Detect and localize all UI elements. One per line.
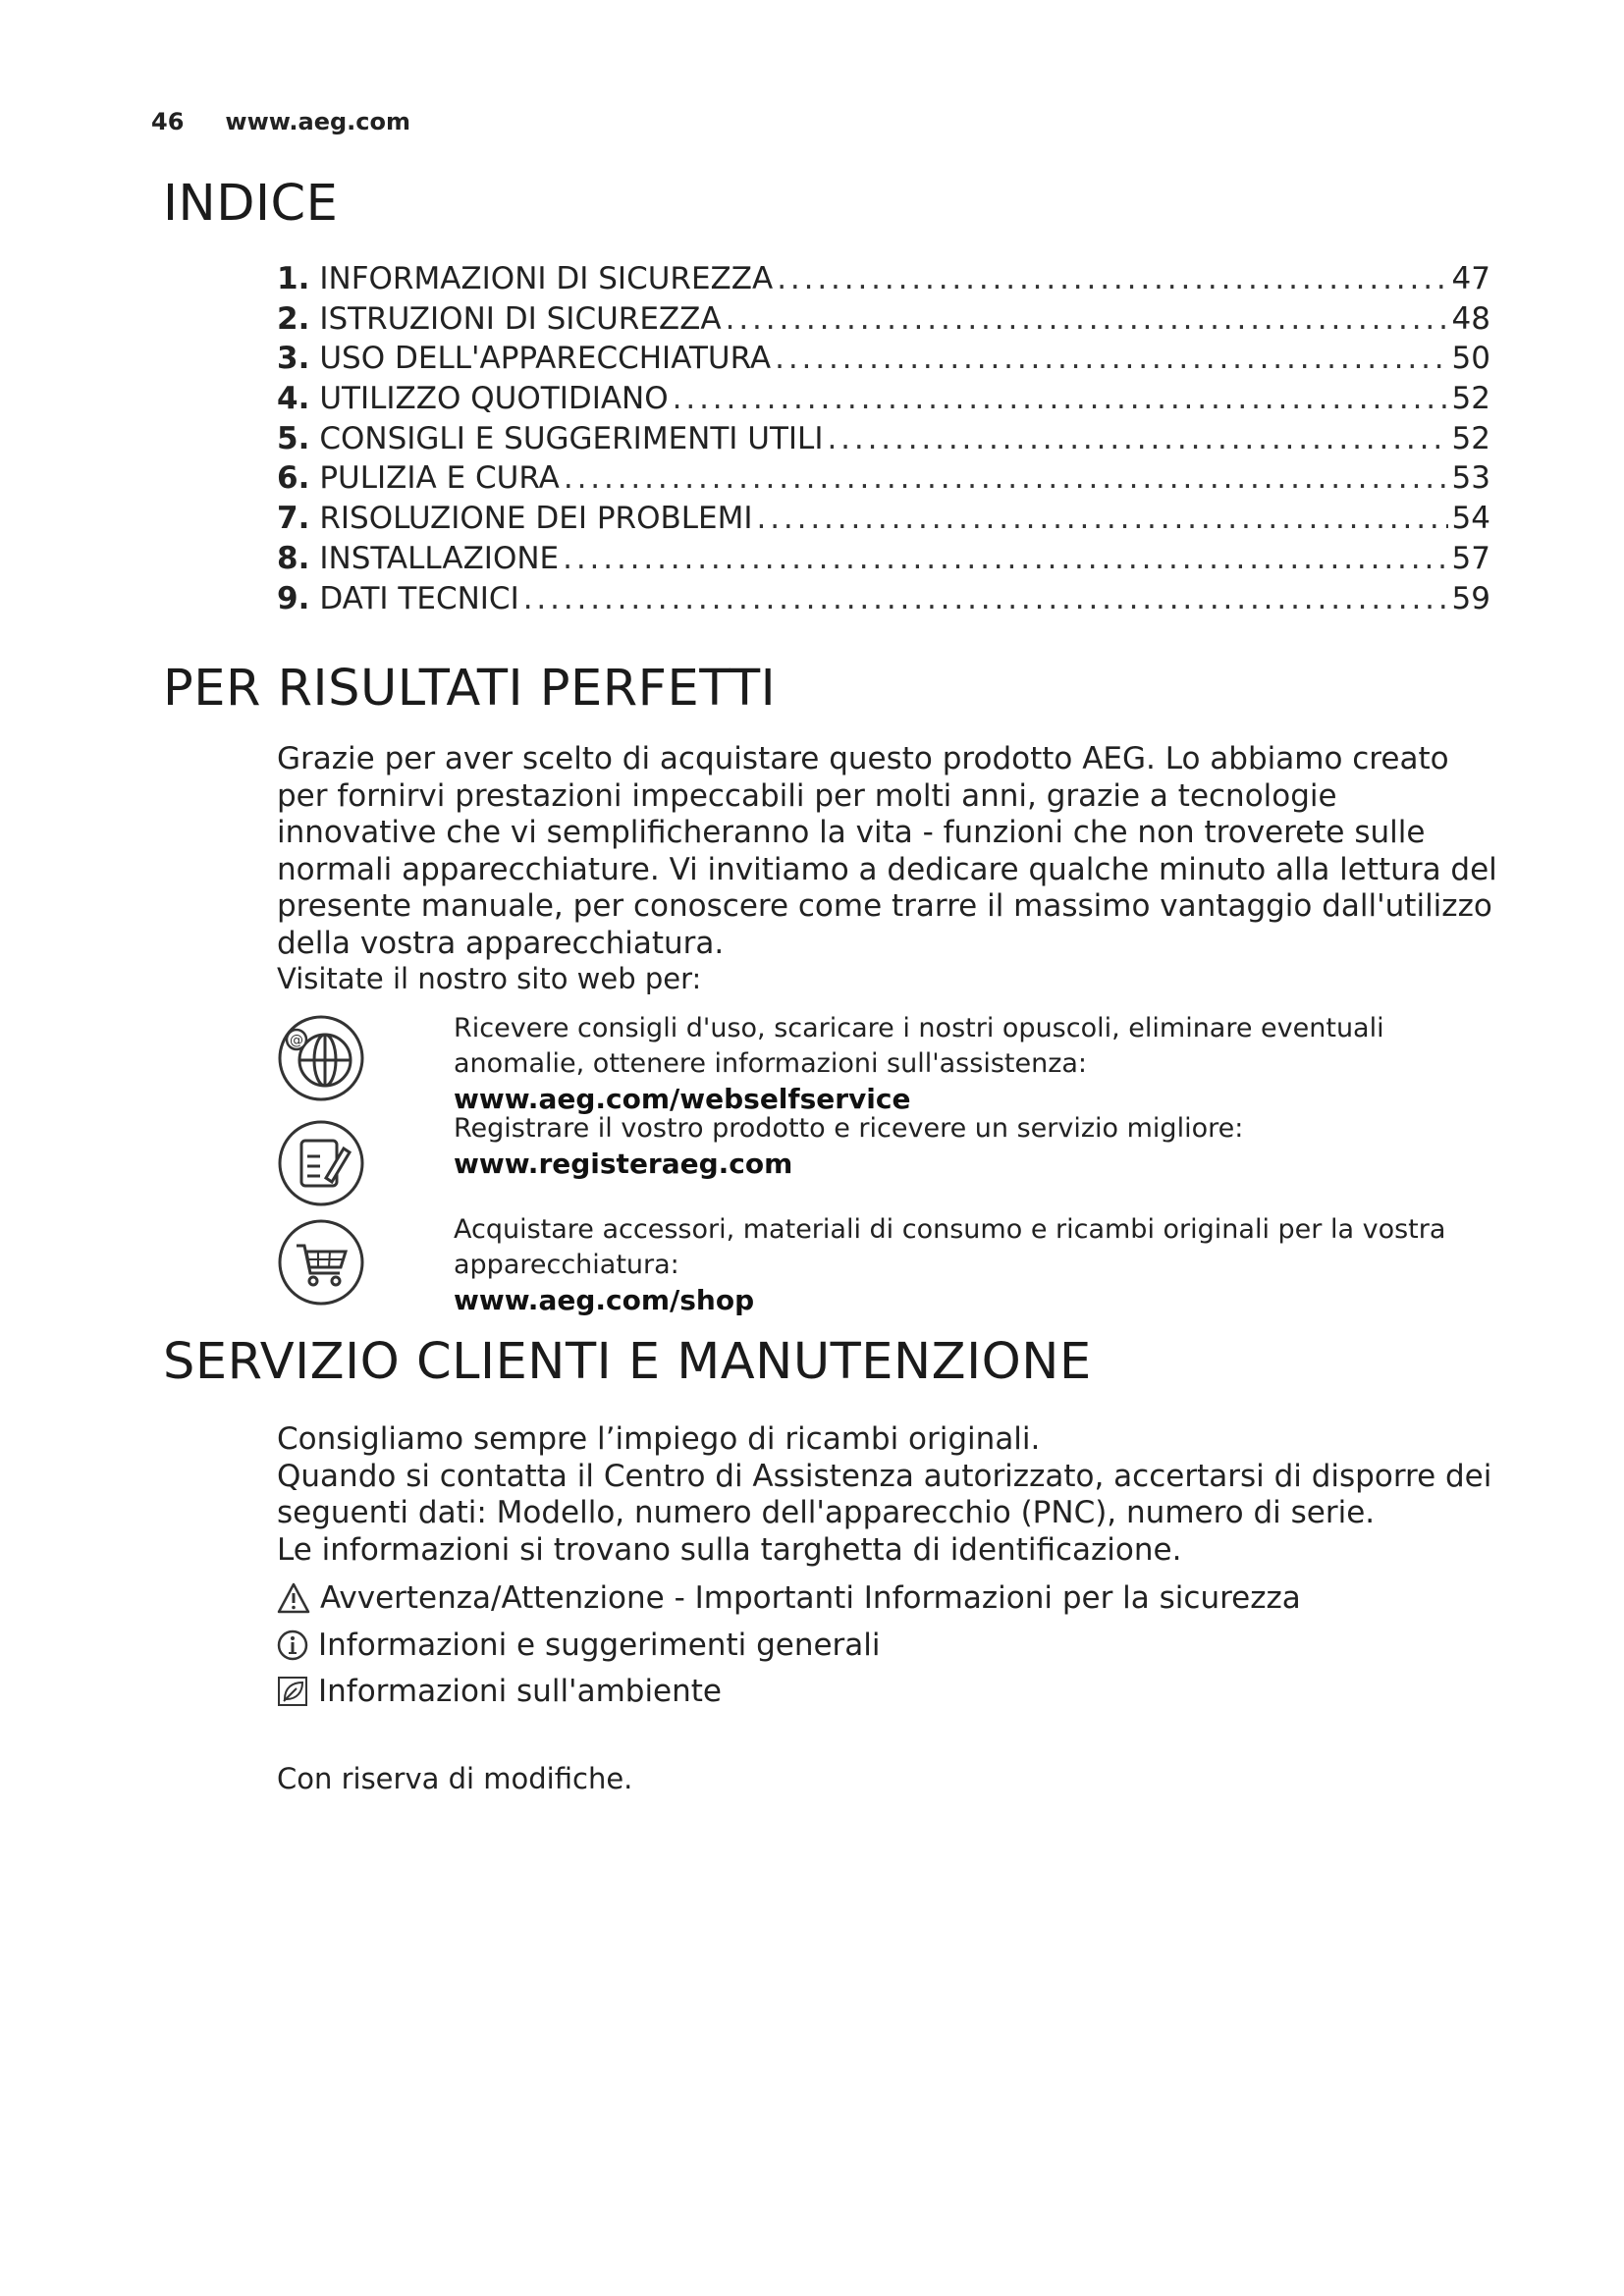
toc-item-page: 52 [1451, 420, 1490, 456]
toc-item-title: INFORMAZIONI DI SICUREZZA [319, 261, 774, 296]
toc-item[interactable] [277, 301, 1490, 342]
toc-item[interactable] [277, 460, 1490, 501]
toc-item[interactable] [277, 381, 1490, 421]
toc-item-title: PULIZIA E CURA [319, 460, 560, 497]
service-description: Registrare il vostro prodotto e ricevere un servizio migliore: [454, 1113, 1244, 1144]
toc-item-number: 9. [277, 580, 310, 616]
toc-item[interactable] [277, 341, 1490, 381]
customer-service-text [277, 1421, 1504, 1569]
toc-dot-leader [564, 460, 1448, 496]
toc-item-number: 3. [277, 341, 310, 377]
toc-item-title: RISOLUZIONE DEI PROBLEMI [319, 501, 753, 537]
toc-item-page: 50 [1451, 341, 1490, 377]
toc-item-title: CONSIGLI E SUGGERIMENTI UTILI [319, 420, 824, 456]
toc-item-title: UTILIZZO QUOTIDIANO [319, 381, 669, 417]
toc-item-number: 4. [277, 381, 310, 417]
servizio-heading: SERVIZIO CLIENTI E MANUTENZIONE [163, 1333, 1092, 1391]
toc-item-number: 5. [277, 420, 310, 456]
page-header [151, 108, 410, 135]
globe-icon [277, 1014, 365, 1102]
toc-item-page: 48 [1451, 300, 1490, 337]
table-of-contents [277, 261, 1490, 620]
legend-environment-text: Informazioni sull'ambiente [318, 1674, 723, 1709]
reservation-note: Con riserva di modifiche. [277, 1762, 633, 1795]
toc-item-page: 52 [1451, 381, 1490, 417]
legend-info [277, 1628, 881, 1663]
info-icon [277, 1629, 308, 1661]
toc-item-page: 53 [1451, 460, 1490, 497]
service-description: Ricevere consigli d'uso, scaricare i nostri opuscoli, eliminare eventuali anomalie, ottenere informazioni sull'assistenza: [454, 1013, 1384, 1079]
toc-dot-leader [827, 421, 1447, 456]
toc-dot-leader [726, 301, 1448, 337]
toc-item-page: 59 [1451, 580, 1490, 616]
toc-item-number: 8. [277, 540, 310, 576]
toc-item[interactable] [277, 261, 1490, 301]
intro-paragraph: Grazie per aver scelto di acquistare questo prodotto AEG. Lo abbiamo creato per fornirvi prestazioni impeccabili per molti anni, grazie a tecnologie innovative che vi semplificheranno la vita - funzioni che non troverete sulle normali apparecchiature. Vi invitiamo a dedicare qualche minuto alla lettura del presente manuale, per conoscere come trarre il massimo vantaggio dall'utilizzo della vostra apparecchiatura. [277, 741, 1497, 961]
indice-heading: INDICE [163, 175, 339, 233]
service-line-2: Quando si contatta il Centro di Assistenza autorizzato, accertarsi di disporre dei seguenti dati: Modello, numero dell'apparecchio (PNC), numero di serie. [277, 1458, 1492, 1530]
visit-text: Visitate il nostro sito web per: [277, 962, 702, 995]
risultati-heading: PER RISULTATI PERFETTI [163, 660, 777, 718]
register-icon [277, 1119, 365, 1207]
svg-text:@: @ [290, 1033, 303, 1048]
header-website[interactable]: www.aeg.com [225, 108, 410, 135]
page-number: 46 [151, 108, 185, 135]
toc-dot-leader [757, 501, 1448, 536]
service-line-3: Le informazioni si trovano sulla targhetta di identificazione. [277, 1531, 1182, 1568]
toc-dot-leader [563, 541, 1447, 576]
toc-item-page: 57 [1451, 540, 1490, 576]
legend-environment [277, 1674, 722, 1709]
toc-item-title: USO DELL'APPARECCHIATURA [319, 341, 772, 377]
toc-dot-leader [523, 581, 1448, 616]
service-description: Acquistare accessori, materiali di consumo e ricambi originali per la vostra apparecchiatura: [454, 1214, 1446, 1280]
toc-item-page: 47 [1451, 261, 1490, 296]
toc-item-title: INSTALLAZIONE [319, 540, 560, 576]
toc-item[interactable] [277, 501, 1490, 541]
toc-item[interactable] [277, 581, 1490, 621]
legend-info-text: Informazioni e suggerimenti generali [318, 1628, 881, 1663]
service-shop-text [454, 1212, 1494, 1318]
service-register-text [454, 1111, 1494, 1182]
toc-item-number: 1. [277, 261, 310, 296]
toc-item-number: 6. [277, 460, 310, 497]
service-line-1: Consigliamo sempre l’impiego di ricambi originali. [277, 1421, 1041, 1457]
register-link[interactable]: www.registeraeg.com [454, 1148, 793, 1180]
toc-item-number: 7. [277, 501, 310, 537]
legend-warning-text: Avvertenza/Attenzione - Importanti Informazioni per la sicurezza [320, 1580, 1301, 1616]
toc-dot-leader [777, 261, 1447, 296]
toc-item-title: DATI TECNICI [319, 580, 519, 616]
toc-item-title: ISTRUZIONI DI SICUREZZA [319, 300, 722, 337]
toc-item[interactable] [277, 421, 1490, 461]
toc-dot-leader [673, 381, 1448, 416]
legend-warning [277, 1580, 1301, 1616]
cart-icon [277, 1218, 365, 1307]
toc-item[interactable] [277, 541, 1490, 581]
shop-link[interactable]: www.aeg.com/shop [454, 1284, 755, 1316]
toc-item-page: 54 [1451, 501, 1490, 537]
toc-dot-leader [775, 341, 1447, 376]
service-webselfservice-text [454, 1011, 1494, 1117]
environment-icon [277, 1676, 308, 1707]
warning-icon [277, 1582, 310, 1614]
webselfservice-link[interactable]: www.aeg.com/webselfservice [454, 1083, 911, 1115]
toc-item-number: 2. [277, 300, 310, 337]
